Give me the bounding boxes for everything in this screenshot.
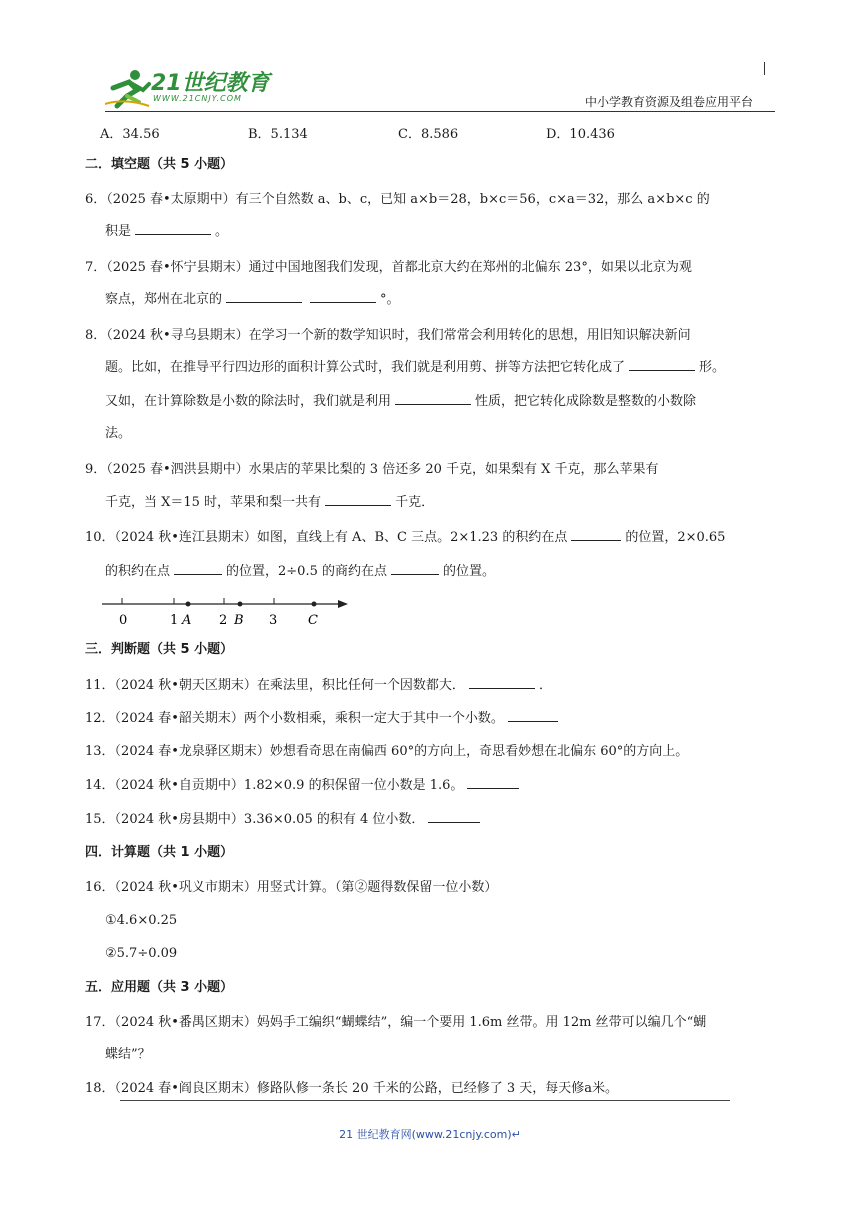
answer-blank[interactable] [428,810,480,823]
page-header [0,0,860,120]
question-text: 积是 [105,224,132,239]
question-7-line-1: 7．（2025 春•怀宁县期末）通过中国地图我们发现，首都北京大约在郑州的北偏东 23°，如果以北京为观 [85,260,692,275]
question-10-line-2 [105,562,495,581]
question-8-line-3 [105,392,696,411]
answer-blank[interactable] [226,290,302,303]
question-text: 的位置。 [443,564,496,579]
tick-label: 0 [119,613,128,628]
question-14 [85,776,523,795]
question-text: 又如，在计算除数是小数的除法时，我们就是利用 [105,394,392,409]
footer-text[interactable]: 21 世纪教育网(www.21cnjy.com)↵ [339,1128,521,1141]
runner-icon [105,68,151,110]
question-6-line-2 [105,222,228,241]
question-17-line-1: 17．（2024 秋•番禺区期末）妈妈手工编织“蝴蝶结”，编一个要用 1.6m 丝带。用 12m 丝带可以编几个“蝴 [85,1015,707,1030]
question-text: 题。比如，在推导平行四边形的面积计算公式时，我们就是利用剪、拼等方法把它转化成了 [105,360,626,375]
question-13: 13．（2024 春•龙泉驿区期末）妙想看奇思在南偏西 60°的方向上，奇思看妙想在北偏东 60°的方向上。 [85,744,689,759]
header-divider [105,111,775,112]
question-text: 10．（2024 秋•连江县期末）如图，直线上有 A、B、C 三点。2×1.23 的积约在点 [85,530,568,545]
header-tagline: 中小学教育资源及组卷应用平台 [585,95,754,109]
question-text: 的位置，2÷0.5 的商约在点 [226,564,387,579]
question-11 [85,676,552,695]
answer-blank[interactable] [310,290,376,303]
header-tick [764,62,765,75]
question-text: a、b、c，已知 a×b＝28，b×c＝56，c×a＝32，那么 a×b×c 的 [317,192,710,207]
number-line [100,594,360,630]
point-label: A [182,613,192,628]
answer-blank[interactable] [391,562,439,575]
answer-blank[interactable] [469,676,535,689]
question-16-part-1: ①4.6×0.25 [105,913,178,928]
question-8-line-4: 法。 [105,426,132,441]
question-text: 12．（2024 春•韶关期末）两个小数相乘，乘积一定大于其中一个小数。 [85,711,504,726]
question-16-part-2: ②5.7÷0.09 [105,946,178,961]
option-d: D．10.436 [546,127,615,142]
section-heading: 五．应用题（共 3 小题） [85,980,234,995]
question-text: 的积约在点 [105,564,171,579]
answer-blank[interactable] [325,493,391,506]
logo-url: WWW.21CNJY.COM [153,94,242,103]
question-18: 18．（2024 春•阎良区期末）修路队修一条长 20 千米的公路，已经修了 3 天，每天修a米。 [85,1081,619,1096]
section-heading: 二．填空题（共 5 小题） [85,157,234,172]
logo [105,68,285,110]
question-8-line-2 [105,358,725,377]
answer-blank[interactable] [467,776,519,789]
footer-divider [120,1100,730,1101]
answer-blank[interactable] [395,392,471,405]
question-text: 性质，把它转化成除数是整数的小数除 [475,394,697,409]
logo-text: 21世纪教育 [151,71,270,96]
question-9-line-1: 9．（2025 春•泗洪县期中）水果店的苹果比梨的 3 倍还多 20 千克，如果梨有 X 千克，那么苹果有 [85,462,659,477]
point-label: B [234,613,244,628]
point-label: C [308,613,318,628]
answer-blank[interactable] [571,528,621,541]
question-15 [85,810,484,829]
question-8-line-1: 8．（2024 秋•寻乌县期末）在学习一个新的数学知识时，我们常常会利用转化的思想，用旧知识解决新问 [85,328,691,343]
question-text: ． [538,678,552,693]
answer-blank[interactable] [135,222,211,235]
question-7-line-2 [105,290,400,309]
answer-blank[interactable] [508,709,558,722]
question-text: 形。 [699,360,726,375]
question-text: 千克． [395,495,435,510]
tick-label: 3 [269,613,278,628]
question-text: °。 [380,292,400,307]
section-heading: 四．计算题（共 1 小题） [85,845,234,860]
question-text: 千克，当 X＝15 时，苹果和梨一共有 [105,495,322,510]
tick-label: 1 [170,613,179,628]
option-b: B．5.134 [248,127,308,142]
question-text: 的位置，2×0.65 [625,530,726,545]
question-text: 。 [215,224,229,239]
question-6-line-1 [85,191,710,209]
question-10-line-1 [85,528,725,547]
question-17-line-2: 蝶结”？ [105,1047,151,1062]
answer-blank[interactable] [629,358,695,371]
question-16: 16．（2024 秋•巩义市期末）用竖式计算。（第②题得数保留一位小数） [85,880,498,895]
option-c: C．8.586 [398,127,459,142]
question-12 [85,709,562,728]
point-a-dot [186,602,191,607]
question-text: 6．（2025 春•太原期中）有三个自然数 [85,192,314,207]
option-a: A．34.56 [100,127,160,142]
point-c-dot [312,602,317,607]
question-text: 11．（2024 秋•朝天区期末）在乘法里，积比任何一个因数都大． [85,678,465,693]
question-text: 15．（2024 秋•房县期中）3.36×0.05 的积有 4 位小数． [85,812,425,827]
question-9-line-2 [105,493,434,512]
question-text: 察点，郑州在北京的 [105,292,223,307]
tick-label: 2 [219,613,228,628]
question-text: 14．（2024 秋•自贡期中）1.82×0.9 的积保留一位小数是 1.6。 [85,778,464,793]
section-heading: 三．判断题（共 5 小题） [85,642,234,657]
answer-blank[interactable] [174,562,222,575]
point-b-dot [238,602,243,607]
